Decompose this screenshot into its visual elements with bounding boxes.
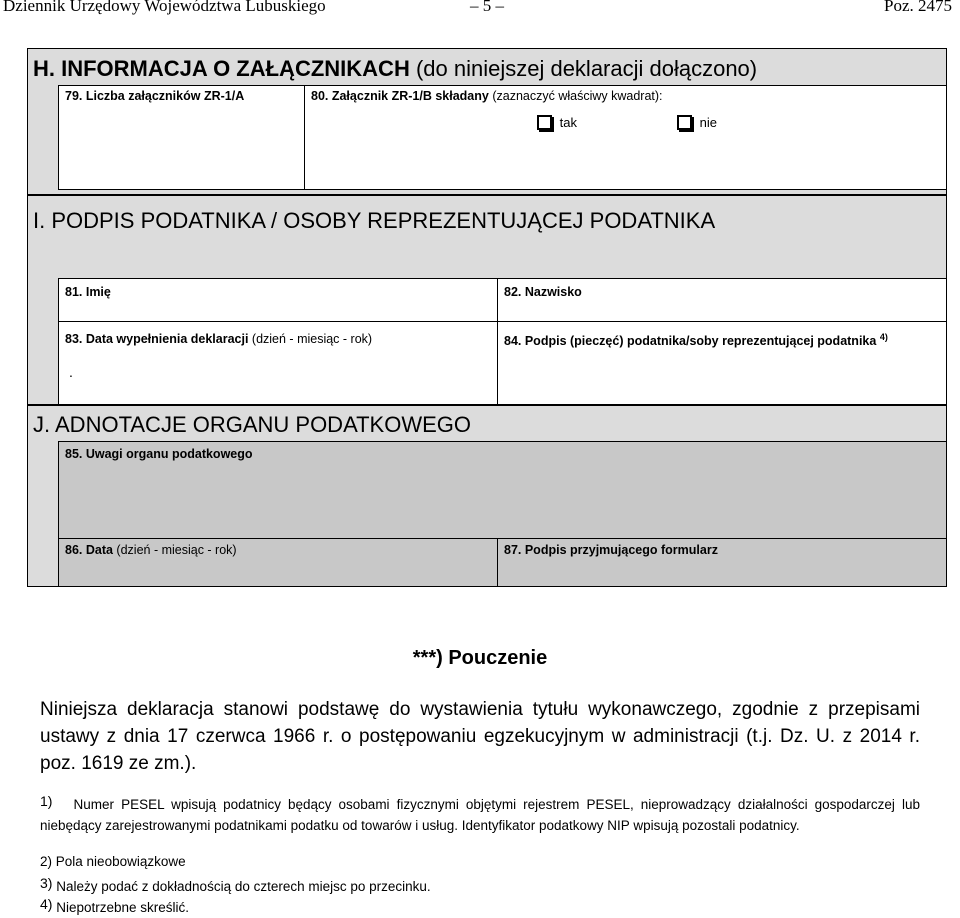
section-h-title: H. INFORMACJA O ZAŁĄCZNIKACH (do niniejszej deklaracji dołączono) — [33, 56, 758, 81]
field-82-label: 82. Nazwisko — [504, 285, 582, 299]
section-i-title: I. PODPIS PODATNIKA / OSOBY REPREZENTUJĄCEJ PODATNIKA — [33, 208, 716, 233]
option-no-label: nie — [699, 115, 717, 131]
field-83-value: . — [69, 364, 73, 380]
instruction-title: ***) Pouczenie — [412, 647, 548, 669]
field-84-box[interactable] — [497, 321, 947, 405]
journal-title: Dziennik Urzędowy Województwa Lubuskiego — [3, 0, 326, 15]
footnote-1: 1) Numer PESEL wpisują podatnicy będący osobami fizycznymi objętymi rejestrem PESEL, nieprowadzący działalności gospodarczej lub niebędący zarejestrowanymi podatnikami podatku od towarów i usług. Identyfikator podatkowy NIP wpisują pozostali podatnicy. — [40, 793, 920, 833]
field-85-box[interactable] — [58, 441, 947, 539]
field-84-label: 84. Podpis (pieczęć) podatnika/soby reprezentującej podatnika $^{4)}$ — [504, 332, 888, 349]
footnote-2: 2) Pola nieobowiązkowe — [40, 854, 186, 869]
footnote-4: 4) Niepotrzebne skreślić. — [40, 896, 190, 915]
field-79-label: 79. Liczba załączników ZR-1/A — [65, 89, 245, 103]
field-81-label: 81. Imię — [65, 285, 111, 299]
option-yes[interactable] — [537, 114, 577, 130]
option-yes-label: tak — [559, 115, 577, 131]
section-j-title: J. ADNOTACJE ORGANU PODATKOWEGO — [33, 412, 472, 437]
page-number: – 5 – — [470, 0, 504, 15]
field-86-box[interactable] — [58, 538, 498, 587]
field-80-label: 80. Załącznik ZR-1/B składany (zaznaczyć właściwy kwadrat): — [311, 89, 663, 103]
checkbox-icon[interactable] — [677, 115, 692, 130]
field-85-label: 85. Uwagi organu podatkowego — [65, 447, 253, 461]
field-86-label: 86. Data (dzień - miesiąc - rok) — [65, 543, 237, 557]
instruction-body: Niniejsza deklaracja stanowi podstawę do wystawienia tytułu wykonawczego, zgodnie z przepisami ustawy z dnia 17 czerwca 1966 r. o postępowaniu egzekucyjnym w administracji (t.j. Dz. U. z 2014 r. poz. 1619 ze zm.). — [40, 699, 920, 774]
footnote-3: 3) Należy podać z dokładnością do czterech miejsc po przecinku. — [40, 875, 431, 894]
page-header — [0, 0, 960, 22]
checkbox-icon[interactable] — [537, 115, 552, 130]
field-83-label: 83. Data wypełnienia deklaracji (dzień - miesiąc - rok) — [65, 332, 373, 346]
option-no[interactable] — [677, 114, 717, 130]
field-80-box — [304, 85, 947, 190]
position-number: Poz. 2475 — [884, 0, 952, 15]
field-79-box[interactable] — [58, 85, 305, 190]
field-83-box[interactable] — [58, 321, 498, 405]
field-81-box[interactable] — [58, 278, 498, 322]
field-82-box[interactable] — [497, 278, 947, 322]
field-87-box[interactable] — [497, 538, 947, 587]
field-87-label: 87. Podpis przyjmującego formularz — [504, 543, 718, 557]
